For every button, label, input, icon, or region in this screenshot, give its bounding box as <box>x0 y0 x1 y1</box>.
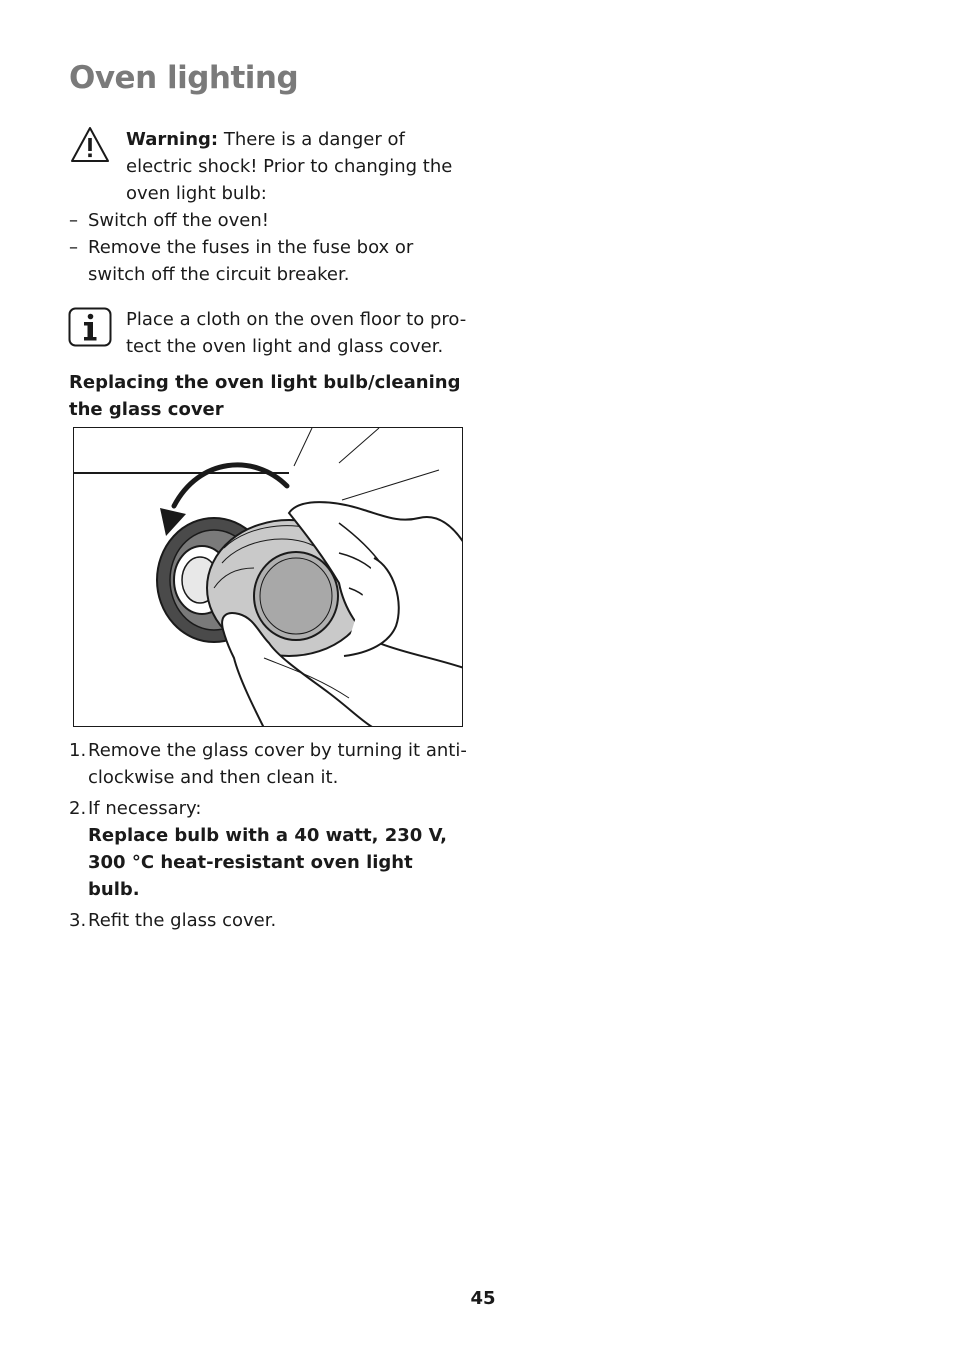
warning-triangle-icon <box>69 125 111 165</box>
info-note: Place a cloth on the oven floor to pro-tect the oven light and glass cover. <box>126 309 467 357</box>
bulb-cover-illustration <box>73 427 463 727</box>
list-item: – Switch off the oven! <box>69 207 469 234</box>
warning-message <box>126 126 471 207</box>
warning-label: Warning: <box>126 129 219 150</box>
step-text: If necessary: <box>88 798 202 819</box>
steps-list <box>69 737 469 938</box>
list-item <box>69 795 469 903</box>
warning-precautions-list <box>69 207 469 288</box>
bulb-spec-note: Replace bulb with a 40 watt, 230 V, 300 °C heat-resistant oven light bulb. <box>88 825 448 900</box>
step-text: Refit the glass cover. <box>88 910 277 931</box>
step-number: 2. <box>69 798 87 819</box>
warning-body: There is a danger of electric shock! Prior to changing the oven light bulb: <box>126 129 453 204</box>
step-number: 3. <box>69 910 87 931</box>
step-number: 1. <box>69 740 87 761</box>
info-icon <box>68 307 112 347</box>
page-number: 45 <box>470 1288 496 1309</box>
list-item: – Remove the fuses in the fuse box or switch off the circuit breaker. <box>69 234 469 288</box>
list-item <box>69 907 469 934</box>
step-text: Remove the glass cover by turning it anti-clockwise and then clean it. <box>88 740 467 788</box>
section-heading: Replacing the oven light bulb/cleaning the glass cover <box>69 372 461 420</box>
page-title: Oven lighting <box>69 60 299 96</box>
list-item <box>69 737 469 791</box>
